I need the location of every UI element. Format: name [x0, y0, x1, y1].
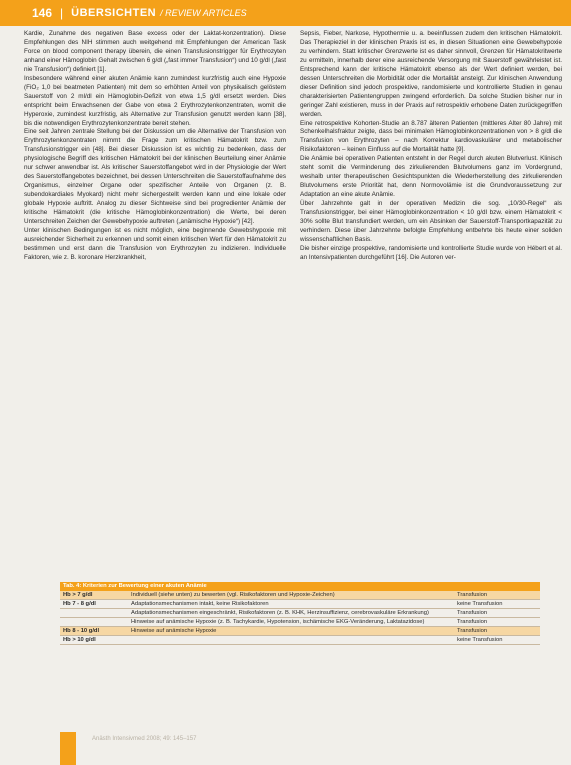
- section-title: ÜBERSICHTEN: [71, 7, 157, 19]
- table-row: [60, 609, 540, 618]
- paragraph: Insbesondere während einer akuten Anämie kann zumindest kurzfristig auch eine Hypoxie (FiO₂ 1,0 bei beatmeten Patienten) mit dem so erhöhten Anteil von physikalisch gelöstem Sauerstoff von 2 ml/dl ein Hämoglobin-Defizit von etwa 1,5 g/dl ersetzt werden. Dies entspricht beim Erwachsenen der Gabe von etwa 2 Erythrozytenkonzentraten, womit die Hyperoxie, zumindest kurzfristig, als Alternative zur Transfusion genutzt werden kann [38], bis die notwendigen Erythrozytenkonzentrate bereit stehen.: [24, 74, 286, 127]
- hb-cell: Hb > 7 g/dl: [63, 592, 93, 598]
- paragraph: Kardie, Zunahme des negativen Base excess oder der Laktat-konzentration). Diese Empfehlungen des NIH stimmen auch weitgehend mit Empfehlungen der American Task Force on blood component therapy überein, die einen Transfusionstrigger für Erythrozyten anhand einer Hämoglobin Gehalt zwischen 6 g/dl („fast immer Transfusion“) und 10 g/dl („fast nie Transfusion“) definiert [1].: [24, 30, 286, 73]
- table-row: [60, 600, 540, 609]
- action-cell: Transfusion: [457, 610, 488, 616]
- action-cell: keine Transfusion: [457, 637, 503, 643]
- action-cell: Transfusion: [457, 628, 488, 634]
- paragraph: Eine retrospektive Kohorten-Studie an 8.787 älteren Patienten (mittleres Alter 80 Jahre) mit Schenkelhalsfraktur zeigte, dass bei minimalen Hämoglobinkonzentrationen von > 8 g/dl die Transfusion von Erythrozyten – nach Korrektur kardiovaskulärer und metabolischer Risikofaktoren – keinen Einfluss auf die Mortalität hatte [9].: [300, 119, 562, 154]
- hb-cell: [60, 618, 128, 626]
- criteria-cell: Hinweise auf anämische Hypoxie (z. B. Tachykardie, Hypotension, ischämische EKG-Veränderung, Laktatazidose): [131, 619, 425, 625]
- section-subtitle: / REVIEW ARTICLES: [160, 8, 247, 18]
- table-title: Tab. 4: Kriterien zur Bewertung einer akuten Anämie: [60, 582, 540, 591]
- criteria-cell: [128, 636, 454, 644]
- paragraph: Unter klinischen Bedingungen ist es nicht möglich, eine beginnende Gewebshypoxie mit ausreichender Sicherheit zu erkennen und somit einen kritischen Wert für den Hämatokrit zu bestimmen und erst dann die Transfusion von Erythrozyten zu indizieren. Individuelle Faktoren, wie z. B. koronare Herzkrankheit,: [24, 226, 286, 261]
- criteria-cell: Hinweise auf anämische Hypoxie: [131, 628, 217, 634]
- criteria-cell: Individuell (siehe unten) zu bewerten (vgl. Risikofaktoren und Hypoxie-Zeichen): [131, 592, 335, 598]
- right-column: [300, 30, 562, 263]
- hb-cell: Hb > 10 g/dl: [63, 637, 96, 643]
- action-cell: Transfusion: [457, 619, 488, 625]
- table-row: [60, 591, 540, 600]
- page-number: 146: [32, 6, 53, 20]
- hb-cell: Hb 7 - 8 g/dl: [63, 601, 96, 607]
- footer-citation: Anästh Intensivmed 2008; 49: 145–157: [92, 736, 197, 742]
- action-cell: keine Transfusion: [457, 601, 503, 607]
- table-row: [60, 627, 540, 636]
- anemia-criteria-table: [60, 582, 540, 645]
- paragraph: Über Jahrzehnte galt in der operativen Medizin die sog. „10/30-Regel“ als Transfusionstrigger, bei einer Hämoglobinkonzentration < 10 g/dl bzw. einem Hämatokrit < 30% sollte Blut transfundiert werden, um ein Absinken der Sauerstoff-Transportkapazität zu verhindern. Diese über Jahrzehnte befolgte Empfehlung entbehrte bis heute einer soliden wissenschaftlichen Basis.: [300, 200, 562, 243]
- header-separator: |: [60, 6, 64, 20]
- action-cell: Transfusion: [457, 592, 488, 598]
- left-column: [24, 30, 286, 263]
- footer-accent-bar: [60, 732, 76, 765]
- page-header: [0, 0, 571, 26]
- criteria-cell: Adaptationsmechanismen intakt, keine Risikofaktoren: [131, 601, 269, 607]
- hb-cell: Hb 8 - 10 g/dl: [63, 628, 100, 634]
- criteria-cell: Adaptationsmechanismen eingeschränkt, Risikofaktoren (z. B. KHK, Herzinsuffizienz, cerebrovaskuläre Erkrankung): [131, 610, 429, 616]
- table-row: [60, 636, 540, 645]
- hb-cell: [60, 609, 128, 617]
- paragraph: Sepsis, Fieber, Narkose, Hypothermie u. a. beeinflussen zudem den kritischen Hämatokrit. Das Therapieziel in der klinischen Praxis ist es, in diesen Situationen eine Gewebehypoxie zu verhindern. Statt kritischer Grenzwerte ist es daher sinnvoll, Grenzen für Hämatokritwerte zu ermitteln, innerhalb derer eine ausreichende Versorgung mit Sauerstoff gewährleistet ist. Entsprechend kann der kritische Hämatokrit ebenso als der Wert definiert werden, bei dessen Unterschreiten die Morbidität oder die Mortalität ansteigt. Zur klinischen Anwendung dieser Definition sind jedoch prospektive, randomisierte und kontrollierte Studien in genau charakterisierten Patientengruppen zwingend erforderlich. Da solche Studien bisher nur in geringer Zahl existieren, muss in der Praxis auf retrospektiv erhobene Daten zurückgegriffen werden.: [300, 30, 562, 118]
- paragraph: Die bisher einzige prospektive, randomisierte und kontrollierte Studie wurde von Hébert et al. an Intensivpatienten durchgeführt [16]. Die Autoren ver-: [300, 244, 562, 261]
- table-row: [60, 618, 540, 627]
- paragraph: Die Anämie bei operativen Patienten entsteht in der Regel durch akuten Blutverlust. Klinisch steht somit die Verminderung des zirkulierenden Blutvolumens ganz im Vordergrund, weshalb unter therapeutischen Gesichtspunkten die Wiederherstellung des zirkulierenden Blutvolumens erste Priorität hat, denn Normovolämie ist die Grundvoraussetzung zur Adaptation an eine akute Anämie.: [300, 155, 562, 199]
- paragraph: Eine seit Jahren zentrale Stellung bei der Diskussion um die Alternative der Transfusion von Erythrozytenkonzentraten nimmt die Frage zum kritischen Hämatokrit bzw. zum Transfusionstrigger ein [48]. Bei dieser Diskussion ist es wichtig zu bedenken, dass der physiologische Begriff des kritischen Hämatokrit bei der klinischen Beurteilung einer Anämie nur schwer anwendbar ist. Als kritischer Sauerstoffangebot wird in der Physiologie der Wert des Sauerstoffangebotes bezeichnet, bei dessen Unterschreiten die Sauerstoffaufnahme des Organismus, einzelner Organe oder spezifischer Anteile von Organen (z. B. subendokardiales Myokard) nicht mehr sichergestellt werden kann und eine lokale oder globale Hypoxie auftritt. Analog zu dieser Sichtweise sind bei progredienter Anämie der kritische Hämatokrit (die kritische Hämoglobinkonzentration) die Werte, bei deren Unterschreiten Zeichen der Gewebehypoxie auftreten („anämische Hypoxie“) [42].: [24, 128, 286, 226]
